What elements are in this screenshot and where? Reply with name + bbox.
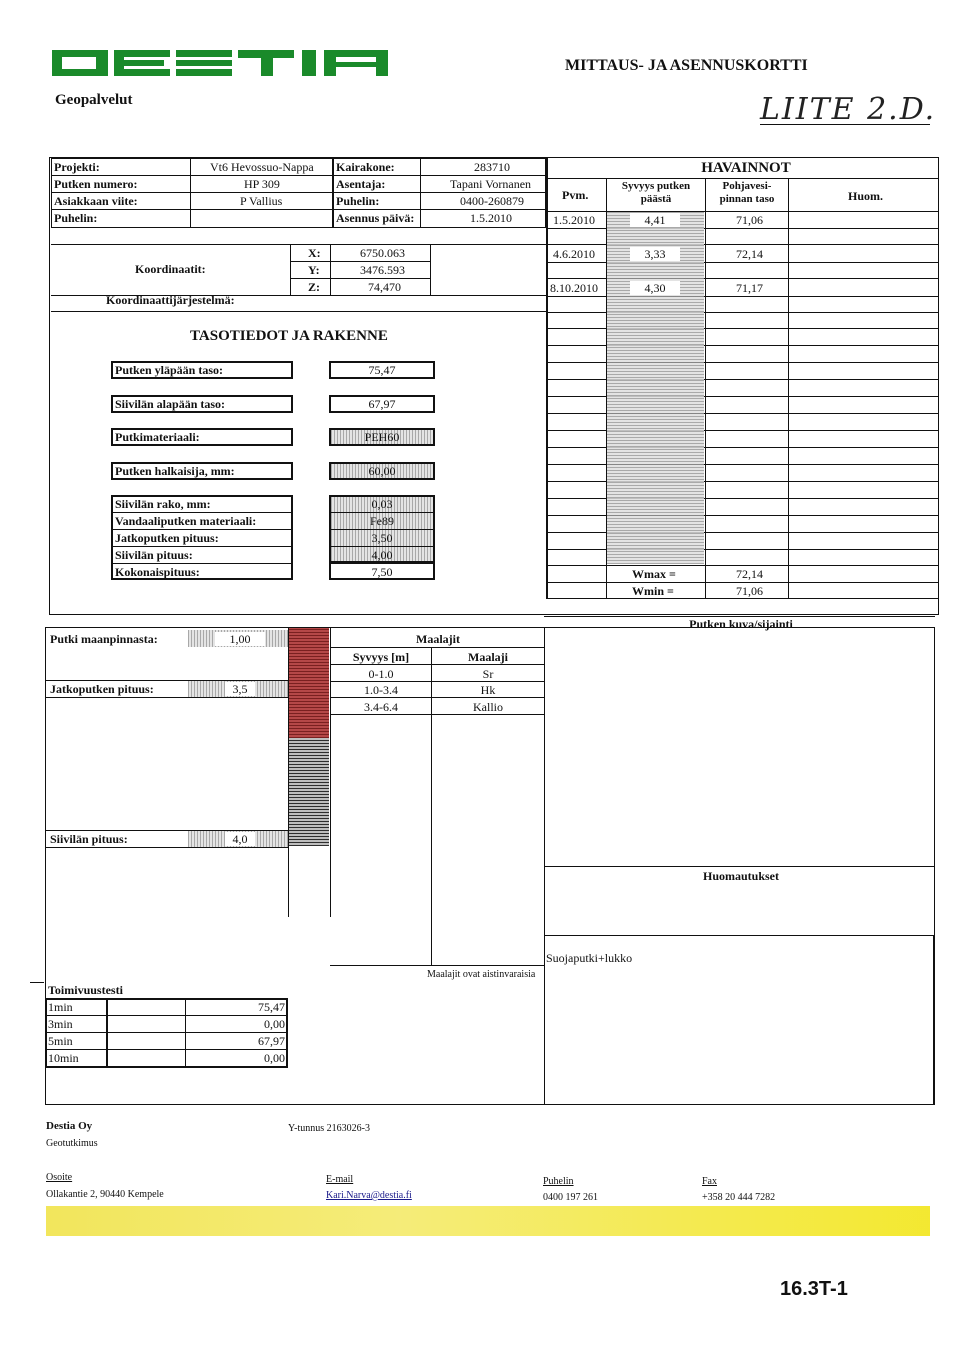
test-time-2: 3min [48, 1017, 73, 1031]
page-code: 16.3T-1 [780, 1278, 848, 1300]
obs-date-2: 4.6.2010 [553, 247, 595, 261]
col-syvyys: Syvyys putken päästä [621, 180, 691, 205]
putken-ylapaan-value: 75,47 [368, 363, 396, 377]
soil-depth-1: 0-1.0 [368, 667, 394, 681]
projekti-label: Projekti: [54, 160, 100, 174]
test-time-1: 1min [48, 1000, 73, 1014]
vandaali-value: Fe89 [370, 514, 394, 528]
wmax-label: Wmax = [632, 567, 676, 581]
obs-date-1: 1.5.2010 [553, 213, 595, 227]
soil-col-depth: Syvyys [m] [352, 650, 410, 664]
x-value: 6750.063 [360, 246, 405, 260]
asiakkaan-viite-label: Asiakkaan viite: [54, 194, 138, 208]
z-label: Z: [308, 280, 320, 294]
obs-level-2: 72,14 [736, 247, 763, 261]
col-pinta: Pohjavesi-pinnan taso [719, 180, 775, 205]
obs-depth-2: 3,33 [630, 247, 680, 261]
putken-kuva-label: Putken kuva/sijainti [689, 617, 793, 631]
profile-jatko-value: 3,5 [225, 682, 255, 696]
vandaali-label: Vandaaliputken materiaali: [115, 514, 257, 528]
soil-depth-2: 1.0-3.4 [364, 683, 398, 697]
col-huom: Huom. [848, 189, 884, 203]
test-time-4: 10min [48, 1051, 79, 1065]
x-label: X: [308, 246, 321, 260]
test-value-4: 0,00 [264, 1051, 285, 1065]
coordinates-label: Koordinaatit: [135, 262, 206, 276]
wmin-value: 71,06 [736, 584, 763, 598]
footer-puhelin-label: Puhelin [543, 1176, 574, 1187]
footer-company: Destia Oy [46, 1120, 93, 1132]
division-name: Geopalvelut [55, 92, 133, 108]
footer-email-link[interactable]: Kari.Narva@destia.fi [326, 1190, 412, 1201]
obs-depth-1: 4,41 [630, 213, 680, 227]
destia-logo [52, 46, 390, 80]
card-title: MITTAUS- JA ASENNUSKORTTI [565, 57, 808, 74]
footer-fax-value: +358 20 444 7282 [702, 1192, 776, 1203]
test-value-3: 67,97 [258, 1034, 285, 1048]
soil-type-3: Kallio [473, 700, 503, 714]
soil-depth-3: 3.4-6.4 [364, 700, 398, 714]
halkaisija-label: Putken halkaisija, mm: [115, 464, 235, 478]
puhelin-label: Puhelin: [54, 211, 98, 225]
maalajit-title: Maalajit [416, 632, 460, 646]
puhelin2-value: 0400-260879 [460, 194, 524, 208]
note-underline [760, 124, 930, 125]
depth-column-shading [607, 212, 704, 564]
soil-type-2: Hk [480, 683, 496, 697]
halkaisija-value: 60,00 [368, 464, 396, 478]
wmax-value: 72,14 [736, 567, 763, 581]
asiakkaan-viite-value: P Vallius [240, 194, 283, 208]
kairakone-label: Kairakone: [336, 160, 395, 174]
wmin-label: Wmin = [632, 584, 674, 598]
maalajit-note: Maalajit ovat aistinvaraisia [427, 969, 536, 980]
profile-jatko-label: Jatkoputken pituus: [50, 682, 154, 696]
siivila-label: Siivilän pituus: [115, 548, 193, 562]
rako-value: 0,03 [371, 497, 393, 511]
siivilan-alapaan-value: 67,97 [368, 397, 396, 411]
test-time-3: 5min [48, 1034, 73, 1048]
profile-siivila-label: Siivilän pituus: [50, 832, 128, 846]
kokonais-label: Kokonaispituus: [115, 565, 200, 579]
soil-col-type: Maalaji [468, 650, 508, 664]
footer-ytunnus: Y-tunnus 2163026-3 [288, 1123, 370, 1134]
col-pvm: Pvm. [562, 188, 589, 202]
putken-numero-value: HP 309 [244, 177, 280, 191]
footer-yellow-band [46, 1206, 930, 1236]
obs-level-3: 71,17 [736, 281, 763, 295]
observations-title: HAVAINNOT [701, 160, 791, 176]
y-label: Y: [308, 263, 320, 277]
obs-depth-3: 4,30 [630, 281, 680, 295]
kairakone-value: 283710 [474, 160, 510, 174]
huomautukset-label: Huomautukset [702, 869, 779, 883]
obs-level-1: 71,06 [736, 213, 763, 227]
projekti-value: Vt6 Hevossuo-Nappa [210, 160, 314, 174]
asentaja-label: Asentaja: [336, 177, 386, 191]
footer-email-label: E-mail [326, 1174, 354, 1185]
jatko-label: Jatkoputken pituus: [115, 531, 219, 545]
soil-type-1: Sr [482, 667, 494, 681]
siivilan-alapaan-label: Siivilän alapään taso: [115, 397, 226, 411]
pipe-screen-section [289, 738, 329, 846]
siivila-value: 4,00 [371, 548, 393, 562]
asennus-label: Asennus päivä: [336, 211, 415, 225]
maanpinnasta-label: Putki maanpinnasta: [50, 632, 158, 646]
asentaja-value: Tapani Vornanen [450, 177, 532, 191]
profile-siivila-value: 4,0 [225, 832, 255, 846]
test-value-1: 75,47 [258, 1000, 285, 1014]
coordinate-system-label: Koordinaattijärjestelmä: [106, 293, 235, 307]
y-value: 3476.593 [360, 263, 405, 277]
footer-unit: Geotutkimus [46, 1138, 98, 1149]
footer-puhelin-value: 0400 197 261 [543, 1192, 598, 1203]
putkimateriaali-value: PEH60 [364, 430, 400, 444]
pipe-riser [289, 628, 329, 738]
putkimateriaali-label: Putkimateriaali: [115, 430, 200, 444]
puhelin2-label: Puhelin: [336, 194, 380, 208]
jatko-value: 3,50 [371, 531, 393, 545]
putken-ylapaan-label: Putken yläpään taso: [115, 363, 224, 377]
function-test-title: Toimivuustesti [48, 983, 123, 997]
footer-fax-label: Fax [702, 1176, 717, 1187]
handwritten-note: LIITE 2.D. [760, 92, 937, 127]
footer-osoite-label: Osoite [46, 1172, 73, 1183]
footer-osoite-value: Ollakantie 2, 90440 Kempele [46, 1189, 164, 1200]
test-value-2: 0,00 [264, 1017, 285, 1031]
obs-date-3: 8.10.2010 [550, 281, 598, 295]
structure-title: TASOTIEDOT JA RAKENNE [190, 328, 388, 344]
huomautukset-value: Suojaputki+lukko [546, 951, 633, 965]
putken-numero-label: Putken numero: [54, 177, 138, 191]
rako-label: Siivilän rako, mm: [115, 497, 211, 511]
maanpinnasta-value: 1,00 [215, 632, 265, 646]
asennus-value: 1.5.2010 [470, 211, 512, 225]
kokonais-value: 7,50 [371, 565, 393, 579]
z-value: 74,470 [368, 280, 401, 294]
